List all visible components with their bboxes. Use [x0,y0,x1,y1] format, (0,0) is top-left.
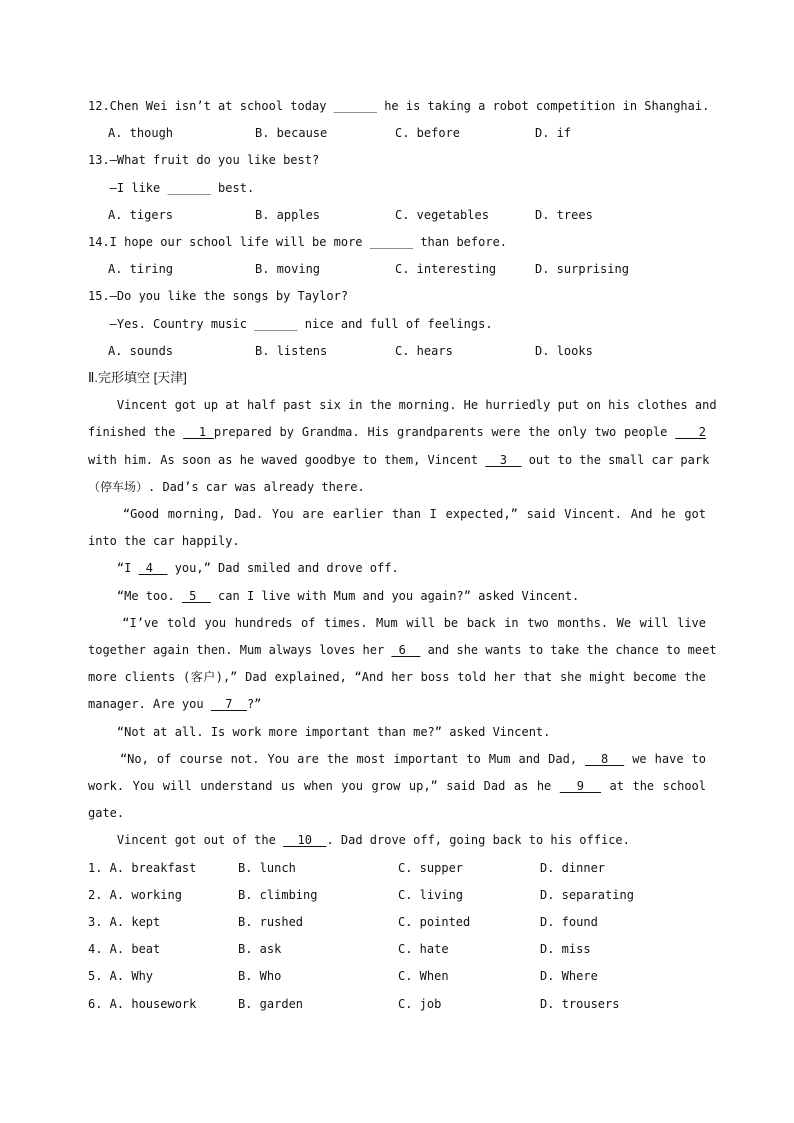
option-c: C. vegetables [395,207,489,222]
cloze-option: C. When [398,969,449,984]
passage-text: at the school [601,779,707,793]
cloze-option: D. Where [540,969,598,984]
passage-line [88,534,706,548]
cloze-option: C. job [398,996,442,1011]
cloze-option: B. lunch [238,860,296,875]
cloze-blank: 9 [559,779,602,793]
cloze-option: D. separating [540,887,634,902]
cloze-blank: 8 [585,751,625,766]
option-c: C. interesting [395,262,497,277]
passage-text: we have to [624,751,706,766]
question-stem: 15.—Do you like the songs by Taylor? [88,289,349,304]
cloze-option: 2. A. working [88,887,182,902]
passage-text: Vincent got out of the [88,833,284,848]
cloze-blank: 3 [485,452,522,467]
passage-text: with him. As soon as he waved goodbye to them, Vincent [88,452,486,467]
cloze-option: B. rushed [238,915,304,929]
passage-text: prepared by Grandma. His grandparents were the only two people [213,425,676,440]
cloze-option: B. garden [238,996,304,1011]
cloze-option: D. dinner [540,860,606,875]
cloze-option: C. pointed [398,915,471,929]
question-stem: 13.—What fruit do you like best? [88,153,320,168]
passage-line [88,589,706,603]
passage-text: gate. [88,806,125,821]
question-dialogue-line: —I like ______ best. [88,180,255,195]
cloze-option: 3. A. kept [88,915,161,929]
cloze-option: B. climbing [238,887,318,902]
option-b: B. moving [255,262,321,277]
passage-text: “I [88,561,139,576]
passage-text: more clients (客户),” Dad explained, “And her boss told her that she might become the [88,670,706,685]
passage-line [88,480,706,494]
cloze-blank: 7 [210,697,247,712]
passage-line [88,779,706,793]
passage-text: you,” Dad smiled and drove off. [167,561,399,576]
option-b: B. listens [255,343,328,358]
passage-line [88,670,706,684]
passage-text: manager. Are you [88,697,211,712]
option-a: A. sounds [108,343,174,358]
cloze-option: 1. A. breakfast [88,860,197,875]
cloze-blank: 4 [138,561,168,576]
passage-text: “Me too. [88,588,182,603]
option-c: C. hears [395,343,453,358]
passage-line [88,561,706,575]
cloze-option: D. trousers [540,996,620,1011]
cloze-option: B. Who [238,969,282,984]
passage-line [88,833,706,847]
passage-text: finished the [88,425,184,440]
option-b: B. because [255,126,328,141]
passage-line [88,752,706,766]
passage-text: “I’ve told you hundreds of times. Mum will be back in two months. We will live [88,615,706,630]
passage-line [88,425,706,439]
option-d: D. surprising [535,262,629,277]
passage-text: into the car happily. [88,534,240,549]
cloze-blank: 6 [391,643,421,657]
cloze-option: D. miss [540,942,591,957]
passage-text: Vincent got up at half past six in the morning. He hurriedly put on his clothes and [88,398,717,413]
option-d: D. if [535,126,572,141]
option-a: A. though [108,126,174,141]
question-stem: 14.I hope our school life will be more ______ than before. [88,235,508,249]
question-dialogue-line: —Yes. Country music ______ nice and full of feelings. [88,316,493,331]
passage-text: can I live with Mum and you again?” asked Vincent. [210,588,580,603]
option-a: A. tiring [108,262,174,277]
cloze-option: C. supper [398,860,464,875]
section-title: Ⅱ.完形填空 [天津] [88,370,187,385]
passage-text: “No, of course not. You are the most important to Mum and Dad, [88,751,586,766]
passage-text: together again then. Mum always loves her [88,643,392,657]
passage-line [88,616,706,630]
passage-text: and she wants to take the chance to meet [420,643,717,657]
cloze-option: C. hate [398,942,449,957]
cloze-option: 5. A. Why [88,969,154,984]
cloze-blank: 10 [283,833,327,848]
passage-text: （停车场）. Dad’s car was already there. [88,479,365,494]
cloze-option: 4. A. beat [88,942,161,957]
cloze-option: B. ask [238,942,282,957]
passage-line [88,643,717,657]
passage-text: . Dad drove off, going back to his office. [326,833,630,848]
passage-line [88,725,706,739]
passage-line [88,507,706,521]
passage-line [88,452,710,467]
option-d: D. trees [535,207,593,222]
cloze-blank: 5 [181,588,211,603]
option-c: C. before [395,126,461,141]
passage-text: “Not at all. Is work more important than me?” asked Vincent. [88,724,551,739]
passage-line [88,806,706,820]
cloze-option: C. living [398,887,464,902]
cloze-option: 6. A. housework [88,996,197,1011]
passage-text: work. You will understand us when you grow up,” said Dad as he [88,779,560,793]
cloze-blank: 1 [183,425,214,440]
question-stem: 12.Chen Wei isn’t at school today ______ he is taking a robot competition in Shanghai. [88,99,710,113]
cloze-option: D. found [540,915,598,929]
passage-text: out to the small car park [521,452,710,467]
passage-line [88,398,717,413]
option-d: D. looks [535,343,593,358]
passage-text: ?” [246,697,262,712]
passage-text: “Good morning, Dad. You are earlier than I expected,” said Vincent. And he got [88,507,706,521]
option-a: A. tigers [108,207,174,222]
passage-line [88,697,706,711]
cloze-blank: 2 [675,425,706,440]
option-b: B. apples [255,207,321,222]
